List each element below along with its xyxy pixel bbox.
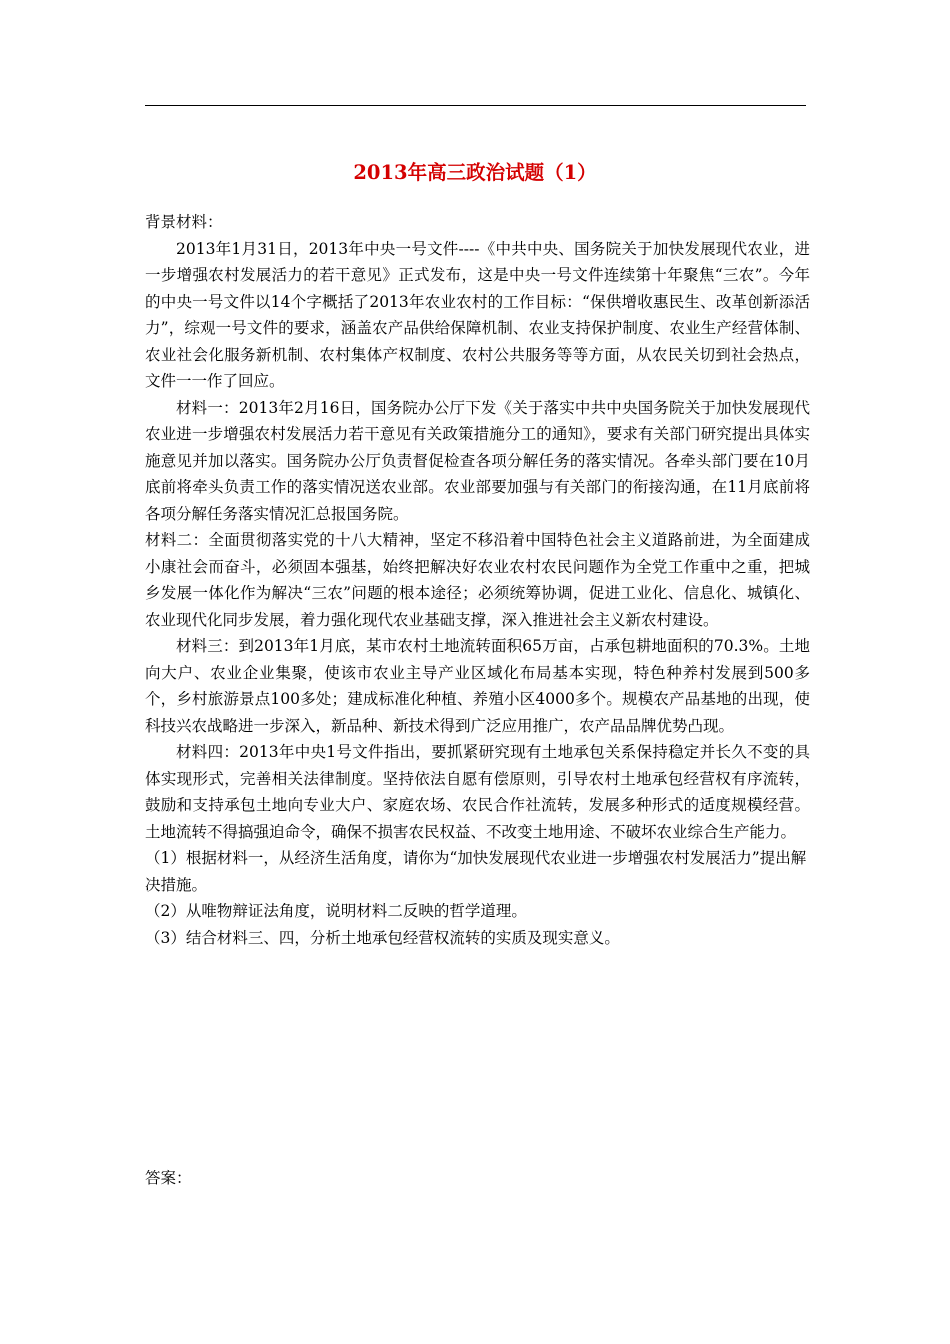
answer-label: 答案： [145,1169,192,1187]
background-paragraph: 2013年1月31日，2013年中央一号文件----《中共中央、国务院关于加快发展现代农业，进一步增强农村发展活力的若干意见》正式发布，这是中央一号文件连续第十年聚焦“三农”。今年的中央一号文件以14个字概括了2013年农业农村的工作目标：“保供增收惠民生、改革创新添活力”，综观一号文件的要求，涵盖农产品供给保障机制、农业支持保护制度、农业生产经营体制、农业社会化服务新机制、农村集体产权制度、农村公共服务等等方面，从农民关切到社会热点，文件一一作了回应。 [145,239,810,390]
material-two-paragraph: 材料二：全面贯彻落实党的十八大精神，坚定不移沿着中国特色社会主义道路前进，为全面建成小康社会而奋斗，必须固本强基，始终把解决好农业农村农民问题作为全党工作重中之重，把城乡发展一体化作为解决“三农”问题的根本途径；必须统筹协调，促进工业化、信息化、城镇化、农业现代化同步发展，着力强化现代农业基础支撑，深入推进社会主义新农村建设。 [145,531,810,629]
question-1: （1）根据材料一，从经济生活角度，请你为“加快发展现代农业进一步增强农村发展活力”提出解决措施。 [145,849,807,894]
page-title: 2013年高三政治试题（1） [353,161,597,184]
question-2: （2）从唯物辩证法角度，说明材料二反映的哲学道理。 [145,902,527,920]
question-3: （3）结合材料三、四，分析土地承包经营权流转的实质及现实意义。 [145,928,620,947]
material-three-paragraph: 材料三：到2013年1月底，某市农村土地流转面积65万亩，占承包耕地面积的70.3%。土地向大户、农业企业集聚，使该市农业主导产业区域化布局基本实现，特色种养村发展到500多个，乡村旅游景点100多处；建成标准化种植、养殖小区4000多个。规模农产品基地的出现，使科技兴农战略进一步深入，新品种、新技术得到广泛应用推广，农产品品牌优势凸现。 [145,637,810,735]
header-rule [145,105,806,106]
document-body [145,209,810,951]
material-four-paragraph: 材料四：2013年中央1号文件指出，要抓紧研究现有土地承包关系保持稳定并长久不变的具体实现形式，完善相关法律制度。坚持依法自愿有偿原则，引导农村土地承包经营权有序流转，鼓励和支持承包土地向专业大户、家庭农场、农民合作社流转，发展多种形式的适度规模经营。土地流转不得搞强迫命令，确保不损害农民权益、不改变土地用途、不破坏农业综合生产能力。 [145,743,810,841]
material-one-paragraph: 材料一：2013年2月16日，国务院办公厅下发《关于落实中共中央国务院关于加快发展现代农业进一步增强农村发展活力若干意见有关政策措施分工的通知》，要求有关部门研究提出具体实施意见并加以落实。国务院办公厅负责督促检查各项分解任务的落实情况。各牵头部门要在10月底前将牵头负责工作的落实情况送农业部。农业部要加强与有关部门的衔接沟通，在11月底前将各项分解任务落实情况汇总报国务院。 [145,398,810,523]
background-heading: 背景材料： [145,213,223,231]
